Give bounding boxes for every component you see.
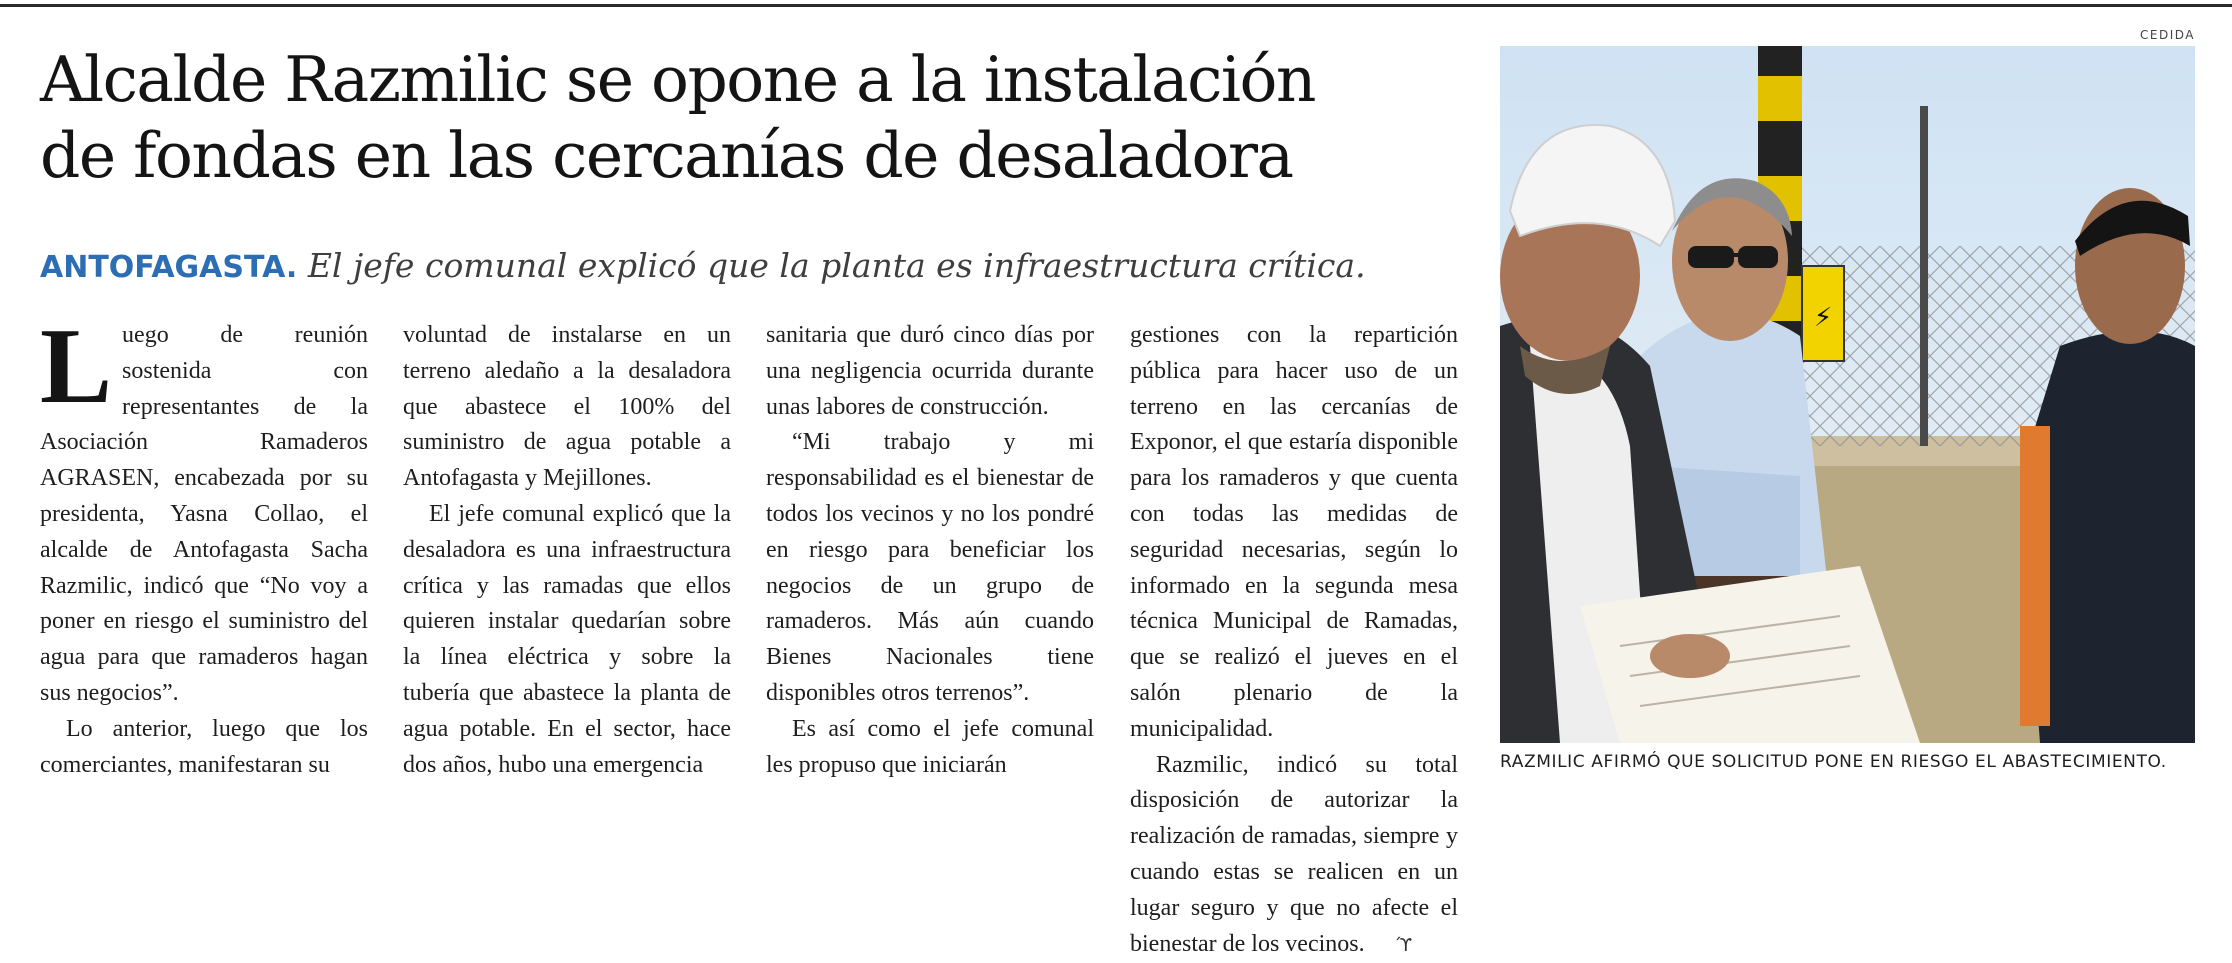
body-paragraph: voluntad de instalarse en un terreno aledaño a la desaladora que abastece el 100% del suministro de agua potable a Antofagasta y Mejillones. <box>403 322 731 492</box>
headline-line-1: Alcalde Razmilic se opone a la instalación <box>40 43 1316 116</box>
body-paragraph: Lo anterior, luego que los comerciantes, manifestaran su <box>40 715 368 778</box>
top-rule <box>0 4 2232 7</box>
kicker-deck: El jefe comunal explicó que la planta es infraestructura crítica. <box>307 246 1366 285</box>
body-paragraph: gestiones con la repartición pública para hacer uso de un terreno en las cercanías de Exponor, el que estaría disponible para los ramaderos y que cuenta con todas las medidas de seguridad necesarias, según lo informado en la segunda mesa técnica Municipal de Ramadas, que se realizó el jueves en el salón plenario de la municipalidad. <box>1130 322 1458 742</box>
end-mark: ϓ <box>1396 934 1412 956</box>
body-column-2 <box>403 318 731 783</box>
body-paragraph: Es así como el jefe comunal les propuso que iniciarán <box>766 715 1094 778</box>
drop-cap: L <box>40 307 113 426</box>
body-paragraph: “Mi trabajo y mi responsabilidad es el bienestar de todos los vecinos y no los pondré en riesgo para beneficiar los negocios de un grupo de ramaderos. Más aún cuando Bienes Nacionales tiene disponibles otros terrenos”. <box>766 429 1094 706</box>
body-column-4 <box>1130 318 1458 963</box>
warning-sign <box>1802 266 1844 361</box>
body-paragraph: El jefe comunal explicó que la desaladora es una infraestructura crítica y las ramadas que ellos quieren instalar quedarían sobre la línea eléctrica y sobre la tubería que abastece la planta de agua potable. En el sector, hace dos años, hubo una emergencia <box>403 500 731 778</box>
headline-line-2: de fondas en las cercanías de desaladora <box>40 119 1293 192</box>
body-paragraph: Razmilic, indicó su total disposición de autorizar la realización de ramadas, siempre y cuando estas se realicen en un lugar seguro y que no afecte el bienestar de los vecinos. ϓ <box>1130 748 1458 963</box>
body-paragraph: Luego de reunión sostenida con representantes de la Asociación Ramaderos AGRASEN, encabezada por su presidenta, Yasna Collao, el alcalde de Antofagasta Sacha Razmilic, indicó que “No voy a poner en riesgo el suministro del agua para que ramaderos hagan sus negocios”. <box>40 307 368 706</box>
body-paragraph: sanitaria que duró cinco días por una negligencia ocurrida durante unas labores de construcción. <box>766 322 1094 420</box>
warning-sign-glyph: ⚡ <box>1813 303 1833 333</box>
kicker <box>40 246 1480 288</box>
photo-illustration <box>1500 46 2195 743</box>
body-column-1 <box>40 307 368 783</box>
photo-credit: CEDIDA <box>2140 28 2195 42</box>
kicker-place: ANTOFAGASTA. <box>40 250 298 285</box>
photo-caption: RAZMILIC AFIRMÓ QUE SOLICITUD PONE EN RIESGO EL ABASTECIMIENTO. <box>1500 752 2167 772</box>
article-photo <box>1500 46 2195 743</box>
body-column-3 <box>766 318 1094 783</box>
headline <box>40 42 1500 194</box>
